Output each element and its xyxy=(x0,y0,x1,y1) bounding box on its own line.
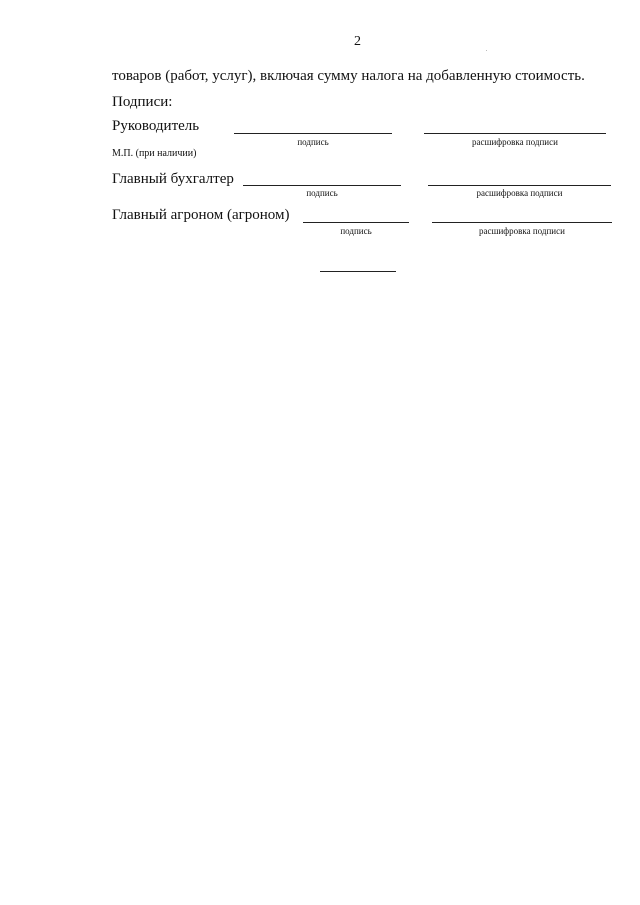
page-number: 2 xyxy=(354,34,361,49)
signatory-title: Руководитель xyxy=(112,118,200,134)
decryption-line xyxy=(432,222,612,223)
decryption-caption: расшифровка подписи xyxy=(472,137,558,147)
decryption-caption: расшифровка подписи xyxy=(476,188,563,198)
signature-caption: подпись xyxy=(306,188,338,198)
signatory-title: Главный агроном (агроном) xyxy=(112,207,290,223)
signatory-title: Главный бухгалтер xyxy=(112,171,234,187)
decryption-line xyxy=(428,185,611,186)
signature-caption: подпись xyxy=(340,226,372,236)
signature-line xyxy=(234,133,392,134)
signature-caption: подпись xyxy=(297,137,329,147)
scan-speck xyxy=(486,50,487,51)
decryption-caption: расшифровка подписи xyxy=(479,226,565,236)
continuation-text: товаров (работ, услуг), включая сумму налога на добавленную стоимость. xyxy=(112,68,585,84)
signature-line xyxy=(303,222,409,223)
end-of-document-line xyxy=(320,271,396,272)
decryption-line xyxy=(424,133,606,134)
seal-note: М.П. (при наличии) xyxy=(112,148,197,159)
signature-line xyxy=(243,185,401,186)
signatures-heading: Подписи: xyxy=(112,94,173,110)
